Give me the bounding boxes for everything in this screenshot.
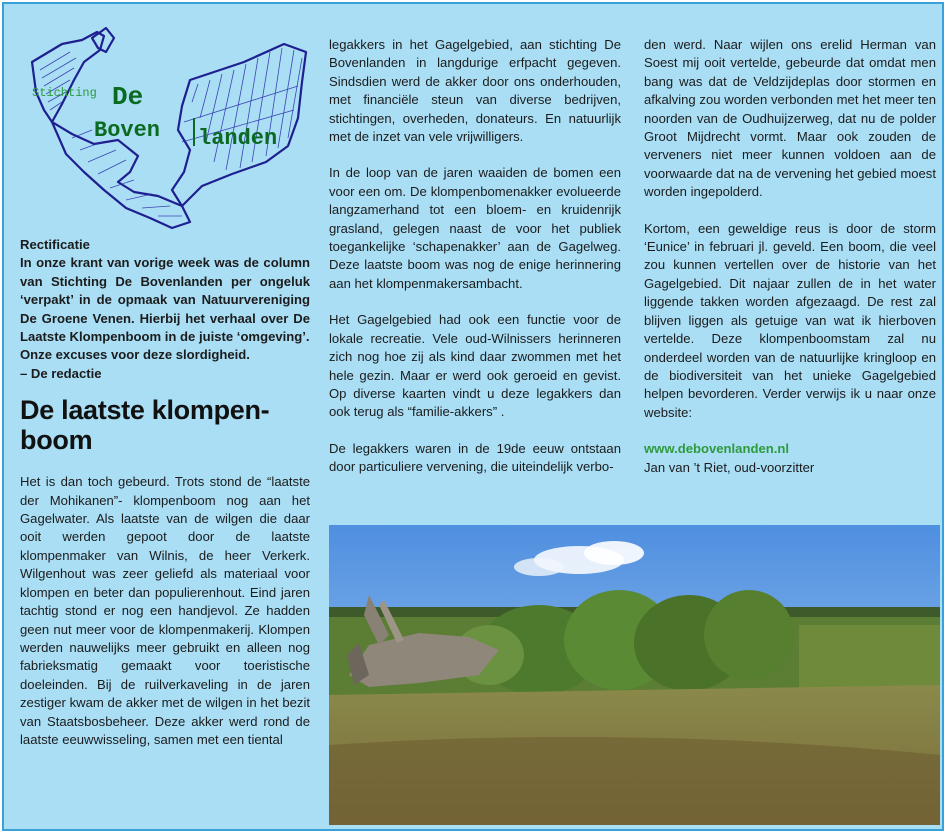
logo-stichting: Stichting (32, 86, 97, 100)
article-frame (2, 2, 944, 831)
rectification-apology: Onze excuses voor deze slordigheid. (20, 347, 250, 363)
body-paragraph: Kortom, een geweldige reus is door de storm ‘Eunice’ in februari jl. geveld. Een boom, die veel zou kunnen vertellen over de historie van het Gagelgebied. Dit najaar zullen de in het water liggende takken worden afgezaagd. De rest zal blijven liggen als getuige van wat ik hierboven vertelde. Deze klompenboomstam zal nu onderdeel worden van de natuurlijke kringloop en de biodiversiteit van het unieke Gagelgebied helpen bevorderen. Verder verwijs ik u naar onze website: (644, 220, 936, 420)
body-paragraph: Het Gagelgebied had ook een functie voor de lokale recreatie. Vele oud-Wilnissers herinneren zich nog hoe zij als kind daar zwommen met het hele gezin. Maar er werd ook geroeid en gevist. Op diverse kaarten vindt u deze legakkers dan ook terug als “familie-akkers” . (329, 312, 621, 420)
signature: Jan van ’t Riet, oud-voorzitter (644, 459, 815, 475)
body-paragraph: De legakkers waren in de 19de eeuw ontstaan door particuliere vervening, die uiteindelijk verbo- (329, 440, 621, 475)
column-2 (329, 36, 621, 495)
rectification-block (20, 236, 310, 383)
body-paragraph: Het is dan toch gebeurd. Trots stond de “laatste der Mohikanen”- klompenboom nog aan het Gagelwater. Als laatste van de wilgen die daar ooit werden gepoot door de laatste klompenmaker van Wilnis, de heer Verkerk. Wilgenhout was zeer geliefd als materiaal voor klompen en beter dan populierenhout. Eind jaren tachtig stond er nog een handjevol. Ze hadden geen nut meer voor de klompenmakerij. Klompen werden nauwelijks meer gebruikt en alleen nog fabrieksmatig gemaakt voor toeristische doeleinden. Bij de ruilverkaveling in de jaren zestiger kwam de akker met de wilgen in het bezit van Staatsbosbeheer. Deze akker werd rond de laatste eeuwwisseling, samen met een tiental (20, 474, 310, 747)
website-link[interactable]: www.debovenlanden.nl (644, 441, 790, 457)
bovenlanden-logo (22, 22, 312, 234)
photo-fallen-tree (329, 525, 940, 825)
logo-de: De (112, 82, 144, 112)
body-paragraph: den werd. Naar wijlen ons erelid Herman van Soest mij ooit vertelde, gebeurde dat omdat men bang was dat de Veldzijdeplas door stormen en afkalving zou worden verbonden met het meer ten noorden van de Oudhuijzerweg, dat nu de polder Groot Mijdrecht vormt. Maar ook zouden de verveners niet meer kunnen voldoen aan de voorwaarde dat na de vervening het gebied moest worden ingepolderd. (644, 37, 936, 200)
column-3 (644, 36, 936, 477)
logo-landen: landen (198, 126, 278, 151)
logo-boven: Boven (94, 118, 161, 143)
rectification-signoff: – De redactie (20, 365, 102, 381)
article-headline: De laatste klompen-boom (20, 395, 270, 456)
body-paragraph: legakkers in het Gagelgebied, aan stichting De Bovenlanden in langdurige erfpacht gegeven. Sindsdien werd de akker door ons onderhouden, met financiële steun van diverse bedrijven, stichtingen, overheden, donateurs. En natuurlijk met de inzet van vele vrijwilligers. (329, 37, 621, 145)
rectification-text: In onze krant van vorige week was de column van Stichting De Bovenlanden per ongeluk ‘verpakt’ in de opmaak van Natuurvereniging De Groene Venen. Hierbij het verhaal over De Laatste Klompenboom in de juiste ‘omgeving’. (20, 255, 310, 345)
rectification-title: Rectificatie (20, 237, 90, 252)
column-1 (20, 236, 310, 767)
body-paragraph: In de loop van de jaren waaiden de bomen een voor een om. De klompenbomenakker evolueerde langzamerhand tot een bloem- en kruidenrijk grasland, gelegen naast de voor het publiek toegankelijke ‘schapenakker’ aan de Gagelweg. Deze laatste boom was nog de enige herinnering aan het klompenmakersambacht. (329, 165, 621, 291)
